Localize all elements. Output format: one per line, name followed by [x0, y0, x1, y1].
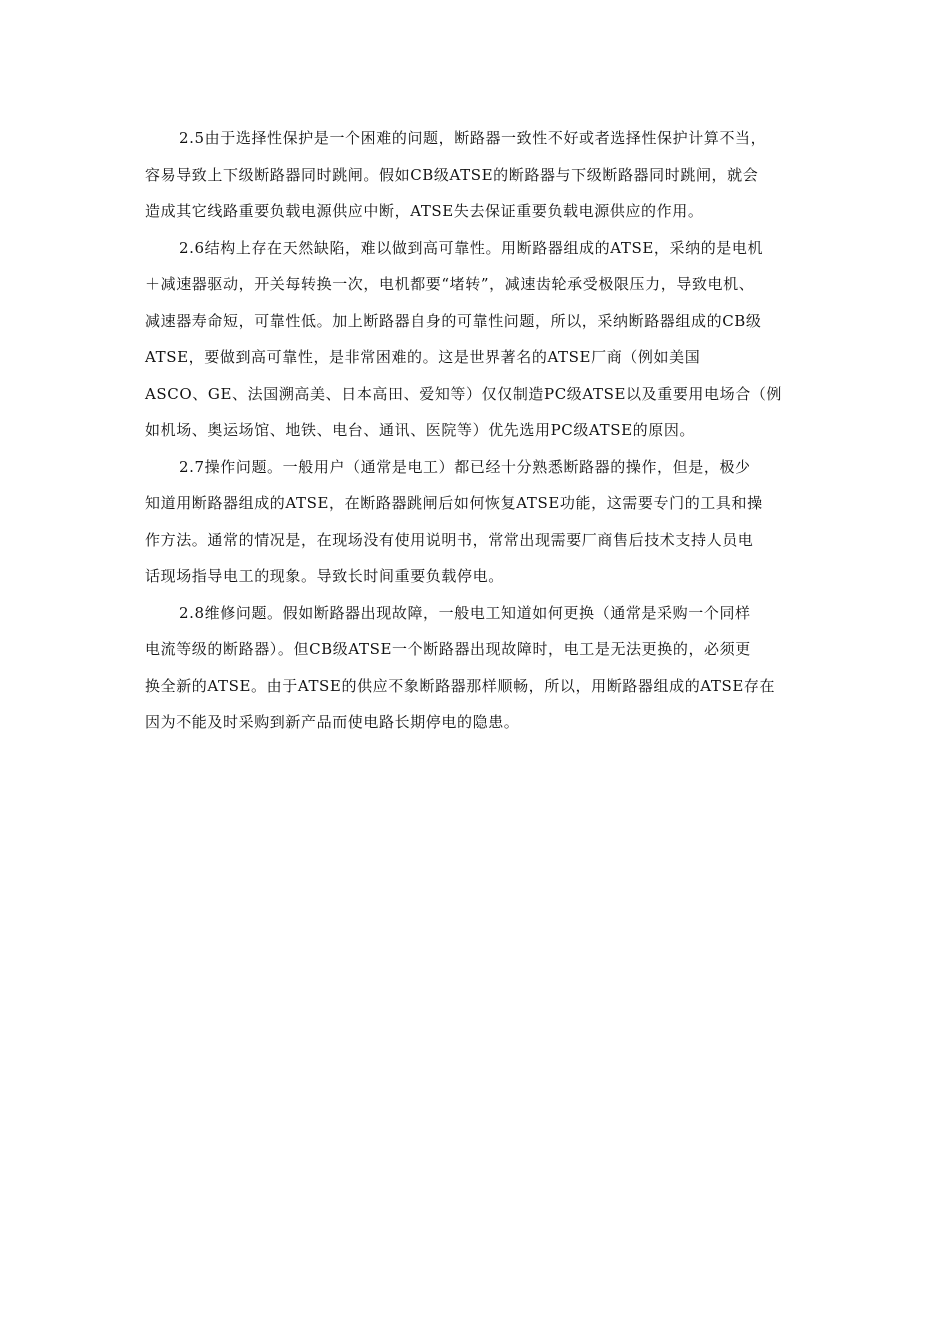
- paragraph-line: 2.8维修问题。假如断路器出现故障，一般电工知道如何更换（通常是采购一个同样: [179, 603, 751, 622]
- paragraph-line: 减速器寿命短，可靠性低。加上断路器自身的可靠性问题，所以，采纳断路器组成的CB级: [145, 311, 762, 330]
- paragraph-line: 换全新的ATSE。由于ATSE的供应不象断路器那样顺畅，所以，用断路器组成的ATSE存在: [145, 676, 776, 695]
- paragraph-line: ATSE，要做到高可靠性，是非常困难的。这是世界著名的ATSE厂商（例如美国: [145, 348, 701, 366]
- paragraph-line: 2.7操作问题。一般用户（通常是电工）都已经十分熟悉断路器的操作，但是，极少: [179, 457, 751, 476]
- paragraph-2-5: [145, 120, 805, 230]
- paragraph-line: 因为不能及时采购到新产品而使电路长期停电的隐患。: [145, 713, 520, 731]
- paragraph-line: 话现场指导电工的现象。导致长时间重要负载停电。: [145, 567, 504, 585]
- paragraph-2-6: [145, 230, 805, 449]
- paragraph-line: 电流等级的断路器）。但CB级ATSE一个断路器出现故障时，电工是无法更换的，必须更: [145, 640, 751, 658]
- paragraph-line: 如机场、奥运场馆、地铁、电台、通讯、医院等）优先选用PC级ATSE的原因。: [145, 421, 696, 439]
- paragraph-line: 造成其它线路重要负载电源供应中断，ATSE失去保证重要负载电源供应的作用。: [145, 202, 704, 220]
- paragraph-2-7: [145, 449, 805, 595]
- paragraph-line: ＋减速器驱动，开关每转换一次，电机都要“堵转”，减速齿轮承受极限压力，导致电机、: [145, 275, 755, 293]
- paragraph-line: 2.5由于选择性保护是一个困难的问题，断路器一致性不好或者选择性保护计算不当，: [179, 129, 767, 147]
- paragraph-line: 作方法。通常的情况是，在现场没有使用说明书，常常出现需要厂商售后技术支持人员电: [145, 530, 754, 549]
- paragraph-line: 知道用断路器组成的ATSE，在断路器跳闸后如何恢复ATSE功能，这需要专门的工具和操: [145, 494, 763, 512]
- paragraph-2-8: [145, 595, 805, 741]
- paragraph-line: 2.6结构上存在天然缺陷，难以做到高可靠性。用断路器组成的ATSE，采纳的是电机: [179, 238, 764, 257]
- document-body: [145, 120, 805, 741]
- paragraph-line: 容易导致上下级断路器同时跳闸。假如CB级ATSE的断路器与下级断路器同时跳闸，就会: [145, 165, 759, 184]
- paragraph-line: ASCO、GE、法国溯高美、日本高田、爱知等）仅仅制造PC级ATSE以及重要用电场合（例: [145, 384, 783, 403]
